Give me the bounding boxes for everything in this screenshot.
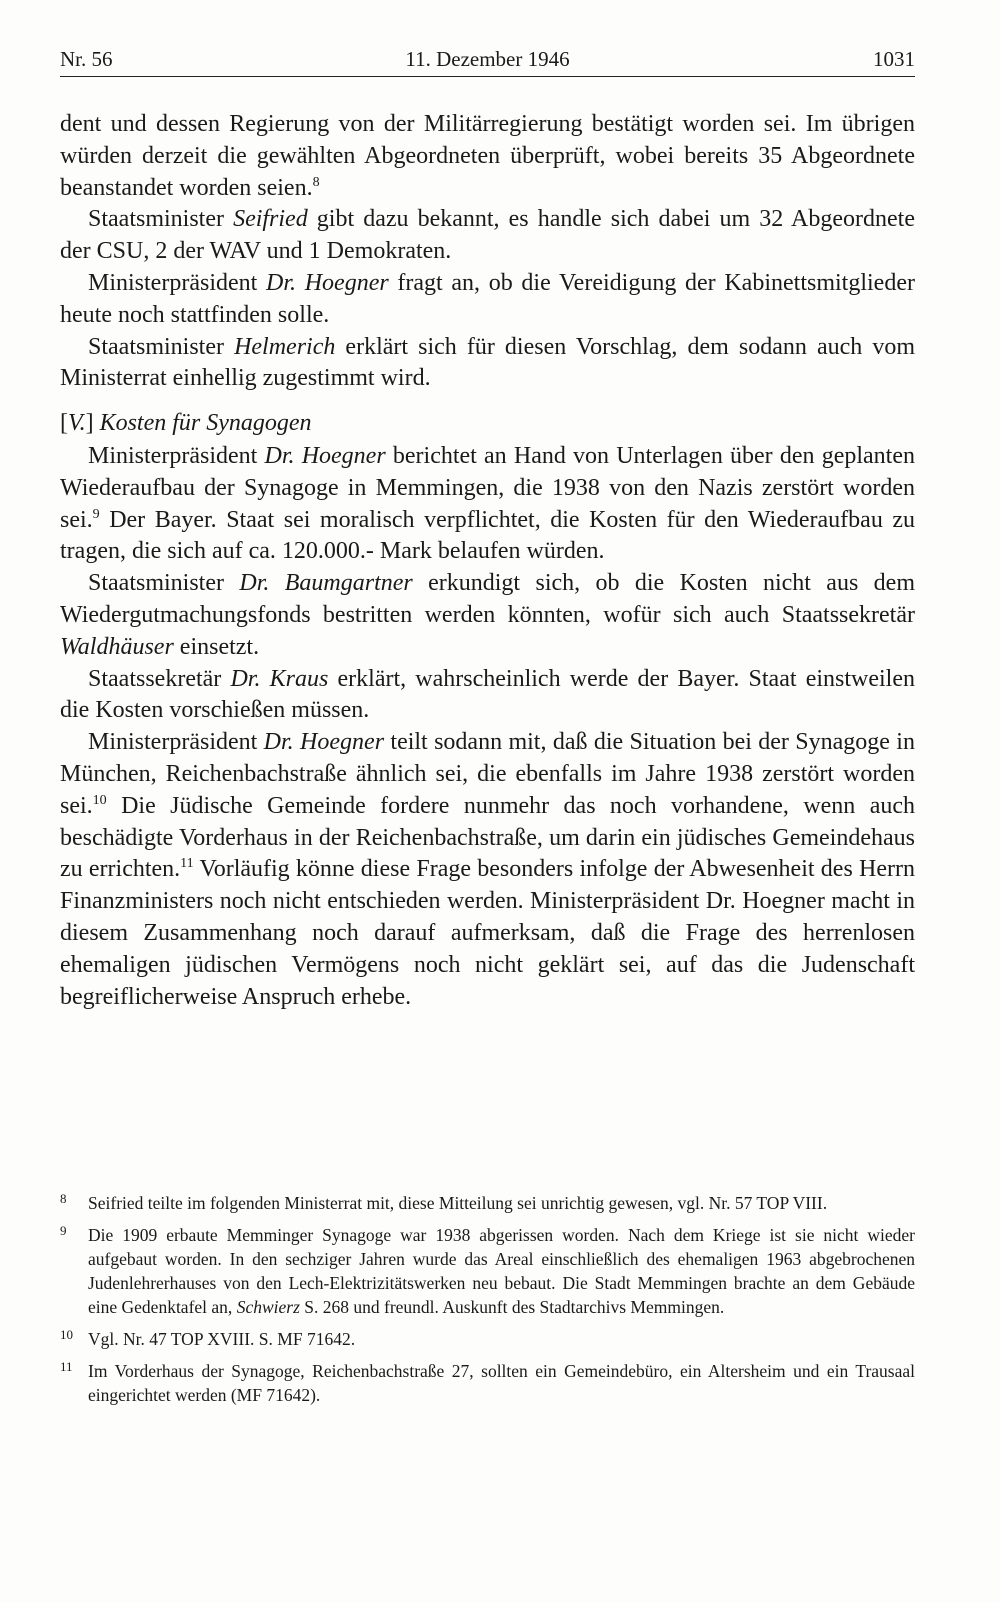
paragraph: Staatsminister Seifried gibt dazu bekannt, es handle sich dabei um 32 Abgeordnete der CSU, 2 der WAV und 1 Demokraten.	[60, 206, 915, 265]
header-date: 11. Dezember 1946	[405, 47, 570, 71]
paragraph: dent und dessen Regierung von der Militärregierung bestätigt worden sei. Im übrigen würden derzeit die gewählten Abgeordneten überprüft, wobei bereits 35 Abgeordnete beanstandet worden seien.$^8$	[60, 111, 915, 201]
paragraph: Ministerpräsident Dr. Hoegner berichtet an Hand von Unterlagen über den geplanten Wiederaufbau der Synagoge in Memmingen, die 1938 von den Nazis zerstört worden sei.$^9$ Der Bayer. Staat sei moralisch verpflichtet, die Kosten für den Wiederaufbau zu tragen, die sich auf ca. 120.000.- Mark belaufen würden.	[60, 442, 915, 565]
footnote	[60, 1327, 915, 1351]
footnote-number: 9	[60, 1223, 67, 1238]
footnote-text: Im Vorderhaus der Synagoge, Reichenbachstraße 27, sollten ein Gemeindebüro, ein Altersheim und ein Trausaal eingerichtet werden (MF 71642).	[88, 1361, 915, 1405]
footnote-ref: 11	[180, 856, 194, 872]
running-header	[60, 42, 915, 77]
person-name: Seifried	[233, 206, 308, 233]
section-title: Kosten für Synagogen	[99, 410, 312, 437]
person-name: Dr. Baumgartner	[239, 570, 413, 597]
person-name: Dr. Kraus	[230, 665, 329, 692]
section-number: V.	[68, 410, 86, 437]
page-number: 1031	[873, 47, 915, 71]
footnote-ref: 8	[312, 174, 320, 190]
paragraph: Staatssekretär Dr. Kraus erklärt, wahrscheinlich werde der Bayer. Staat einstweilen die Kosten vorschießen müssen.	[60, 665, 915, 724]
main-text	[60, 109, 915, 1013]
footnote-number: 10	[60, 1327, 73, 1342]
footnote	[60, 1191, 915, 1215]
person-name: Dr. Hoegner	[266, 269, 389, 296]
footnote-number: 11	[60, 1359, 73, 1374]
footnote-text: Vgl. Nr. 47 TOP XVIII. S. MF 71642.	[88, 1329, 356, 1349]
footnote-ref: 10	[92, 792, 107, 808]
person-name: Waldhäuser	[60, 633, 174, 660]
footnote-ref: 9	[92, 506, 100, 522]
person-name: Dr. Hoegner	[263, 729, 385, 756]
paragraph: Staatsminister Dr. Baumgartner erkundigt sich, ob die Kosten nicht aus dem Wiedergutmachungsfonds bestritten werden könnten, wofür sich auch Staatssekretär Waldhäuser einsetzt.	[60, 570, 915, 660]
footnote-text: Die 1909 erbaute Memminger Synagoge war 1938 abgerissen worden. Nach dem Kriege ist sie nicht wieder aufgebaut worden. In den sechziger Jahren wurde das Areal einschließlich des ehemaligen 1963 abgebrochenen Judenlehrerhauses von den Lech-Elektrizitätswerken neu bebaut. Die Stadt Memmingen brachte an dem Gebäude eine Gedenktafel an,	[88, 1225, 915, 1317]
footnote-number: 8	[60, 1191, 67, 1206]
paragraph: Staatsminister Helmerich erklärt sich für diesen Vorschlag, dem sodann auch vom Ministerrat einhellig zugestimmt wird.	[60, 333, 915, 392]
document-number: Nr. 56	[60, 47, 113, 71]
footnote: 9 Die 1909 erbaute Memminger Synagoge war 1938 abgerissen worden. Nach dem Kriege ist sie nicht wieder aufgebaut worden. In den sechziger Jahren wurde das Areal einschließlich des ehemaligen 1963 abgebrochenen Judenlehrerhauses von den Lech-Elektrizitätswerken neu bebaut. Die Stadt Memmingen brachte an dem Gebäude eine Gedenktafel an, Schwierz S. 268 und freundl. Auskunft des Stadtarchivs Memmingen.	[60, 1223, 915, 1319]
footnote	[60, 1359, 915, 1407]
footnotes	[60, 1191, 915, 1415]
paragraph: Ministerpräsident Dr. Hoegner teilt sodann mit, daß die Situation bei der Synagoge in München, Reichenbachstraße ähnlich sei, die ebenfalls im Jahre 1938 zerstört worden sei.$^{10}$ Die Jüdische Gemeinde fordere nunmehr das noch vorhandene, wenn auch beschädigte Vorderhaus in der Reichenbachstraße, um darin ein jüdisches Gemeindehaus zu errichten.$^{11}$ Vorläufig könne diese Frage besonders infolge der Abwesenheit des Herrn Finanzministers noch nicht entschieden werden. Ministerpräsident Dr. Hoegner macht in diesem Zusammenhang noch darauf aufmerksam, daß die Frage des herrenlosen ehemaligen jüdischen Vermögens noch nicht geklärt sei, auf das die Judenschaft begreiflicherweise Anspruch erhebe.	[60, 729, 915, 1010]
person-name: Dr. Hoegner	[264, 442, 386, 469]
person-name: Helmerich	[234, 333, 336, 360]
paragraph: Ministerpräsident Dr. Hoegner fragt an, ob die Vereidigung der Kabinettsmitglieder heute noch stattfinden solle.	[60, 269, 915, 328]
footnote-text: Seifried teilte im folgenden Ministerrat mit, diese Mitteilung sei unrichtig gewesen, vgl. Nr. 57 TOP VIII.	[88, 1193, 828, 1213]
author-reference: Schwierz	[236, 1297, 300, 1317]
section-heading: [V.] Kosten für Synagogen	[60, 410, 312, 437]
